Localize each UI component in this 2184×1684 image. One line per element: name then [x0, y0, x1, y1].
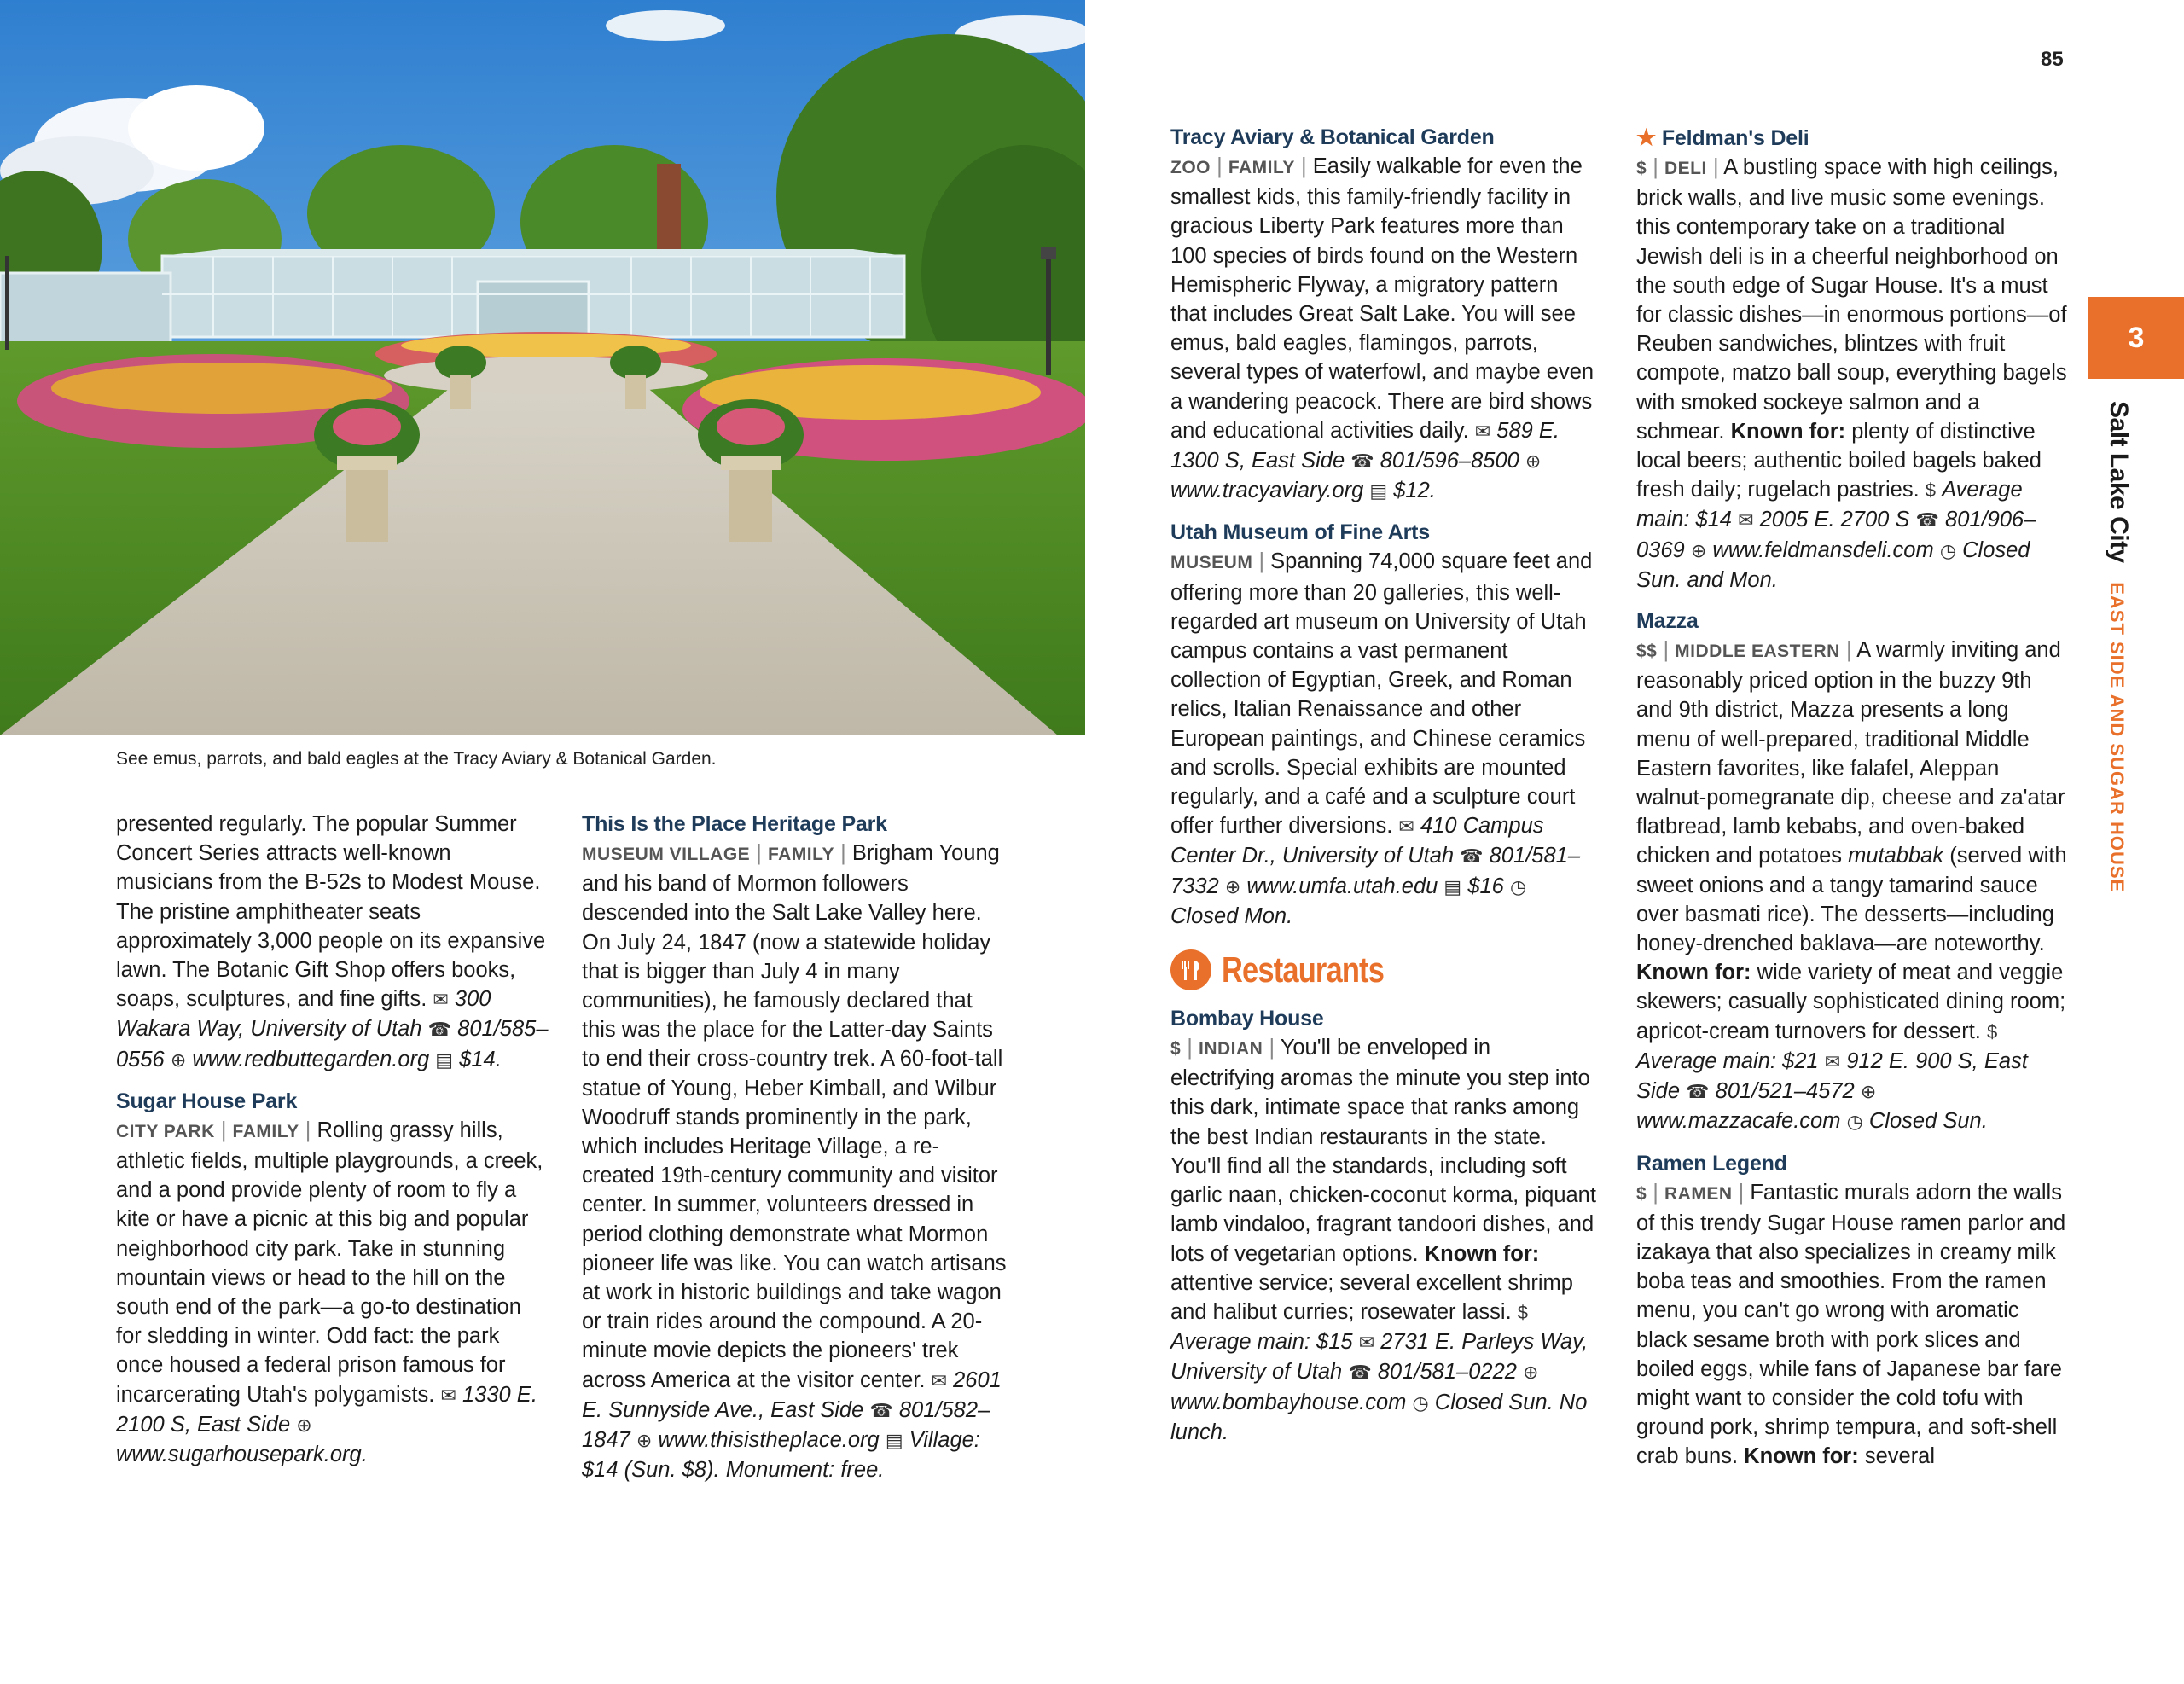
entry-body: Fantastic murals adorn the walls of this trendy Sugar House ramen parlor and izakaya that also specializes in creamy milk boba teas and smoothies. From the ramen menu, you can't go wrong with aromatic black sesame broth with pork slices and boiled eggs, while fans of Japanese bar fare might want to consider the cold tofu with ground pork, shrimp tempura, and soft-shell crab buns.: [1636, 1180, 2066, 1469]
phone: 801/596–8500: [1380, 449, 1519, 473]
price: $12.: [1393, 479, 1436, 503]
website[interactable]: www.feldmansdeli.com: [1712, 537, 1934, 562]
known-for: several: [1864, 1444, 1936, 1469]
address: 589 E. 1300 S, East Side: [1170, 418, 1560, 473]
address-icon: ✉: [433, 989, 449, 1011]
phone-icon: ☎: [1686, 1081, 1710, 1103]
address-icon: ✉: [1398, 816, 1414, 838]
entry-body: You'll be enveloped in electrifying aromas the minute you step into this dark, intimate space that ranks among the best Indian restaurants in the state. You'll find all the standards, including soft garlic naan, chicken-coconut korma, piquant lamb vindaloo, fragrant tandoori dishes, and lots of vegetarian options.: [1170, 1036, 1596, 1266]
known-for: plenty of distinctive local beers; authentic boiled bagels baked fresh daily; rugelach pastries.: [1636, 419, 2042, 502]
entry-body: Spanning 74,000 square feet and offering more than 20 galleries, this well-regarded art museum on University of Utah campus contains a vast permanent collection of Egyptian, Greek, and Roman relics, Italian Renaissance and other European paintings, and Chinese ceramics and scrolls. Special exhibits are mounted regularly, and a café and a sculpture court offer further diversions.: [1170, 549, 1593, 839]
web-icon: ⊕: [1525, 450, 1542, 473]
entry-title: Tracy Aviary & Botanical Garden: [1170, 125, 1495, 149]
known-for-label: Known for:: [1424, 1241, 1540, 1266]
bombay-house-entry: Bombay House $ | INDIAN | You'll be enveloped in electrifying aromas the minute you step into this dark, intimate space that ranks among the best Indian restaurants in the state. You'll find all the standards, including soft garlic naan, chicken-coconut korma, piquant lamb vindaloo, fragrant tandoori dishes, and lots of vegetarian options. Known for: attentive service; several excellent shrimp and halibut curries; rosewater lassi. $ Average main: $15 ✉ 2731 E. Parleys Way, University of Utah ☎ 801/581–0222 ⊕ www.bombayhouse.com ◷ Closed Sun. No lunch.: [1170, 1004, 1599, 1447]
category-tag: ZOO: [1170, 158, 1211, 177]
address-icon: ✉: [440, 1384, 456, 1406]
address: 2601 E. Sunnyside Ave., East Side: [582, 1368, 1002, 1422]
price-level: $: [1636, 1183, 1647, 1204]
entry-title: This Is the Place Heritage Park: [582, 812, 887, 836]
price: Village: $14 (Sun. $8). Monument: free.: [582, 1428, 980, 1483]
phone-icon: ☎: [869, 1399, 893, 1421]
chapter-running-head: [2104, 401, 2133, 892]
average-main: Average main: $15: [1170, 1330, 1353, 1355]
entry-title: Bombay House: [1170, 1007, 1324, 1031]
column-1: [116, 810, 551, 1481]
this-is-the-place-entry: This Is the Place Heritage Park MUSEUM VILLAGE | FAMILY | Brigham Young and his band of Mormon followers descended into the Salt Lake Valley here. On July 24, 1847 (now a statewide holiday that is bigger than July 4 in many communities), he famously declared that this was the place for the Latter-day Saints to end their cross-country trek. A 60-foot-tall statue of Young, Heber Kimball, and Wilbur Woodruff stands prominently in the park, which includes Heritage Village, a re-created 19th-century community and visitor center. In summer, volunteers dressed in period clothing demonstrate what Mormon pioneer life was like. You can watch artisans at work in historic buildings and take wagon or train rides around the compound. A 20-minute movie depicts the pioneers' trek across America at the visitor center. ✉ 2601 E. Sunnyside Ave., East Side ☎ 801/582–1847 ⊕ www.thisistheplace.org ▤ Village: $14 (Sun. $8). Monument: free.: [582, 810, 1007, 1484]
address: 912 E. 900 S, East Side: [1636, 1048, 2028, 1104]
address-icon: ✉: [1358, 1332, 1375, 1354]
category-tag: DELI: [1664, 159, 1707, 178]
phone: 801/582–1847: [582, 1397, 990, 1453]
phone: 801/581–0222: [1377, 1360, 1517, 1385]
hours: Closed Sun. No lunch.: [1170, 1390, 1588, 1444]
website[interactable]: www.mazzacafe.com: [1636, 1109, 1841, 1134]
section-title: Restaurants: [1222, 949, 1385, 990]
web-icon: ⊕: [1860, 1081, 1877, 1103]
hours: Closed Sun. and Mon.: [1636, 537, 2030, 592]
entry-title: Ramen Legend: [1636, 1151, 1787, 1176]
phone: 801/521–4572: [1715, 1079, 1855, 1104]
category-tag: RAMEN: [1664, 1183, 1733, 1204]
ticket-icon: ▤: [885, 1430, 903, 1452]
umfa-entry: Utah Museum of Fine Arts MUSEUM | Spanning 74,000 square feet and offering more than 20 galleries, this well-regarded art museum on University of Utah campus contains a vast permanent collection of Egyptian, Greek, and Roman relics, Italian Renaissance and other European paintings, and Chinese ceramics and scrolls. Special exhibits are mounted regularly, and a café and a sculpture court offer further diversions. ✉ 410 Campus Center Dr., University of Utah ☎ 801/581–7332 ⊕ www.umfa.utah.edu ▤ $16 ◷ Closed Mon.: [1170, 518, 1599, 931]
category-tag: FAMILY: [232, 1121, 299, 1141]
website[interactable]: www.thisistheplace.org: [658, 1428, 880, 1453]
sugar-house-park-entry: Sugar House Park CITY PARK | FAMILY | Rolling grassy hills, athletic fields, multiple playgrounds, a creek, and a pond provide plenty of room to fly a kite or have a picnic at this big and popular neighborhood city park. Take in stunning mountain views or head to the hill on the south end of the park—a go-to destination for sledding in winter. Odd fact: the park once housed a federal prison famous for incarcerating Utah's polygamists. ✉ 1330 E. 2100 S, East Side ⊕ www.sugarhousepark.org.: [116, 1087, 551, 1469]
ticket-icon: ▤: [435, 1048, 454, 1071]
address: 2731 E. Parleys Way, University of Utah: [1170, 1330, 1589, 1385]
dish-name: mutabbak: [1848, 844, 1944, 868]
ticket-icon: ▤: [1369, 480, 1388, 502]
known-for: wide variety of meat and veggie skewers; casually sophisticated dining room; apricot-cream turnovers for dessert.: [1636, 961, 2066, 1043]
known-for: attentive service; several excellent shrimp and halibut curries; rosewater lassi.: [1170, 1270, 1573, 1324]
website[interactable]: www.bombayhouse.com: [1170, 1390, 1407, 1414]
continued-text: presented regularly. The popular Summer Concert Series attracts well-known musicians from the B-52s to Modest Mouse. The pristine amphitheater seats approximately 3,000 people on its expansive lawn. The Botanic Gift Shop offers books, soaps, sculptures, and fine gifts.: [116, 812, 546, 1012]
address-icon: ✉: [1738, 509, 1754, 531]
entry-body: Easily walkable for even the smallest kids, this family-friendly facility in gracious Liberty Park features more than 100 species of birds found on the Western Hemispheric Flyway, a migratory pattern that includes Great Salt Lake. You will see emus, bald eagles, flamingos, parrots, several types of waterfowl, and maybe even a wandering peacock. There are bird shows and educational activities daily.: [1170, 154, 1594, 443]
entry-body: A warmly inviting and reasonably priced option in the buzzy 9th and 9th district, Mazza presents a long menu of well-prepared, traditional Middle Eastern favorites, like falafel, Aleppan walnut-pomegranate dip, cheese and za'atar flatbread, lamb kebabs, and oven-baked chicken and potatoes: [1636, 638, 2065, 868]
price: $16: [1467, 874, 1504, 898]
entry-title: Feldman's Deli: [1661, 126, 1809, 150]
price-icon: $: [1925, 479, 1937, 502]
price-icon: $: [1517, 1301, 1529, 1323]
entry-title: Sugar House Park: [116, 1089, 298, 1113]
entry-body: A bustling space with high ceilings, brick walls, and live music some evenings. this contemporary take on a traditional Jewish deli is in a cheerful neighborhood on the south edge of Sugar House. It's a must for classic dishes—in enormous portions—of Reuben sandwiches, blintzes with fruit compote, matzo ball soup, everything bagels with smoked sockeye salmon and a schmear.: [1636, 155, 2067, 444]
known-for-label: Known for:: [1744, 1444, 1859, 1469]
column-3: [1170, 123, 1599, 1459]
website[interactable]: www.tracyaviary.org: [1170, 479, 1364, 503]
mazza-entry: Mazza $$ | MIDDLE EASTERN | A warmly inviting and reasonably priced option in the buzzy 9th and 9th district, Mazza presents a long menu of well-prepared, traditional Middle Eastern favorites, like falafel, Aleppan walnut-pomegranate dip, cheese and za'atar flatbread, lamb kebabs, and oven-baked chicken and potatoes mutabbak (served with sweet onions and a tangy tamarind sauce over basmati rice). The desserts—including honey-drenched baklava—are noteworthy. Known for: wide variety of meat and veggie skewers; casually sophisticated dining room; apricot-cream turnovers for dessert. $ Average main: $21 ✉ 912 E. 900 S, East Side ☎ 801/521–4572 ⊕ www.mazzacafe.com ◷ Closed Sun.: [1636, 607, 2068, 1136]
address: 1330 E. 2100 S, East Side: [116, 1382, 537, 1437]
web-icon: ⊕: [296, 1414, 312, 1436]
category-tag: INDIAN: [1199, 1039, 1263, 1060]
entry-title: Mazza: [1636, 609, 1699, 634]
phone-icon: ☎: [1915, 509, 1939, 531]
star-icon: ★: [1636, 125, 1657, 150]
address-icon: ✉: [1824, 1050, 1841, 1072]
category-tag: CITY PARK: [116, 1121, 215, 1141]
phone-icon: ☎: [1348, 1362, 1372, 1384]
website[interactable]: www.umfa.utah.edu: [1246, 874, 1438, 898]
phone: 801/906–0369: [1636, 508, 2036, 562]
phone: 801/585–0556: [116, 1017, 549, 1071]
price-level: $: [1636, 159, 1647, 178]
column-2: [582, 810, 1007, 1496]
garden-photo: [0, 0, 1085, 735]
price-level: $: [1170, 1039, 1182, 1060]
hours: Closed Sun.: [1868, 1109, 1988, 1134]
category-tag: FAMILY: [1228, 158, 1295, 177]
address: 300 Wakara Way, University of Utah: [116, 987, 491, 1042]
web-icon: ⊕: [1224, 875, 1241, 897]
page-number: 85: [2041, 48, 2064, 71]
ticket-icon: ▤: [1443, 875, 1462, 897]
web-icon: ⊕: [170, 1048, 187, 1071]
fork-knife-icon: [1170, 949, 1211, 990]
average-main: Average main: $21: [1636, 1048, 1819, 1073]
address-icon: ✉: [931, 1369, 948, 1391]
entry-body: Rolling grassy hills, athletic fields, multiple playgrounds, a creek, and a pond provide plenty of room to fly a kite or have a picnic at this big and popular neighborhood city park. Take in stunning mountain views or head to the hill on the south end of the park—a go-to destination for sledding in winter. Odd fact: the park once housed a federal prison famous for incarcerating Utah's polygamists.: [116, 1118, 543, 1407]
phone: 801/581–7332: [1170, 844, 1581, 898]
photo-caption: See emus, parrots, and bald eagles at the Tracy Aviary & Botanical Garden.: [116, 749, 717, 769]
chapter-city: Salt Lake City: [2105, 401, 2133, 563]
address-icon: ✉: [1474, 420, 1491, 442]
web-icon: ⊕: [1690, 539, 1707, 561]
phone-icon: ☎: [427, 1019, 452, 1041]
website[interactable]: www.sugarhousepark.org.: [116, 1443, 368, 1467]
clock-icon: ◷: [1412, 1391, 1429, 1414]
clock-icon: ◷: [1846, 1111, 1863, 1133]
address: 410 Campus Center Dr., University of Utah: [1170, 814, 1544, 868]
feldmans-deli-entry: ★ Feldman's Deli $ | DELI | A bustling space with high ceilings, brick walls, and live music some evenings. this contemporary take on a traditional Jewish deli is in a cheerful neighborhood on the south edge of Sugar House. It's a must for classic dishes—in enormous portions—of Reuben sandwiches, blintzes with fruit compote, matzo ball soup, everything bagels with smoked sockeye salmon and a schmear. Known for: plenty of distinctive local beers; authentic boiled bagels baked fresh daily; rugelach pastries. $ Average main: $14 ✉ 2005 E. 2700 S ☎ 801/906–0369 ⊕ www.feldmansdeli.com ◷ Closed Sun. and Mon.: [1636, 125, 2067, 592]
hours: Closed Mon.: [1170, 903, 1293, 928]
chapter-area: EAST SIDE AND SUGAR HOUSE: [2106, 582, 2128, 893]
entry-title: Utah Museum of Fine Arts: [1170, 520, 1431, 545]
web-icon: ⊕: [1523, 1362, 1539, 1384]
entry-body: Brigham Young and his band of Mormon followers descended into the Salt Lake Valley here. On July 24, 1847 (now a statewide holiday that is bigger than July 4 in many communities), he famously declared that this was the place for the Latter-day Saints to end their cross-country trek. A 60-foot-tall statue of Young, Heber Kimball, and Wilbur Woodruff stands prominently in the park, which includes Heritage Village, a re-created 19th-century community and visitor center. In summer, volunteers dressed in period clothing demonstrate what Mormon pioneer life was like. You can watch artisans at work in historic buildings and take wagon or train rides around the compound. A 20-minute movie depicts the pioneers' trek across America at the visitor center.: [582, 841, 1007, 1392]
category-tag: FAMILY: [767, 845, 835, 864]
web-icon: ⊕: [636, 1430, 653, 1452]
average-main: Average main: $14: [1636, 478, 2023, 532]
ramen-legend-entry: Ramen Legend $ | RAMEN | Fantastic murals adorn the walls of this trendy Sugar House ramen parlor and izakaya that also specializes in creamy milk boba teas and smoothies. From the ramen menu, you can't go wrong with aromatic black sesame broth with pork slices and boiled eggs, while fans of Japanese bar fare might want to consider the cold tofu with ground pork, shrimp tempura, and soft-shell crab buns. Known for: several: [1636, 1149, 2068, 1472]
phone-icon: ☎: [1460, 845, 1484, 868]
phone-icon: ☎: [1350, 450, 1374, 473]
website[interactable]: www.redbuttegarden.org: [192, 1047, 430, 1071]
clock-icon: ◷: [1939, 539, 1957, 561]
restaurants-heading: [1170, 949, 1599, 990]
tracy-aviary-entry: Tracy Aviary & Botanical Garden ZOO | FAMILY | Easily walkable for even the smallest kids, this family-friendly facility in gracious Liberty Park features more than 100 species of birds found on the Western Hemispheric Flyway, a migratory pattern that includes Great Salt Lake. You will see emus, bald eagles, flamingos, parrots, several types of waterfowl, and maybe even a wandering peacock. There are bird shows and educational activities daily. ✉ 589 E. 1300 S, East Side ☎ 801/596–8500 ⊕ www.tracyaviary.org ▤ $12.: [1170, 123, 1599, 506]
address: 2005 E. 2700 S: [1759, 508, 1910, 532]
red-butte-continued: [116, 810, 551, 1075]
known-for-label: Known for:: [1636, 961, 1751, 985]
entry-body-end: (served with sweet onions and a tangy tamarind sauce over basmati rice). The desserts—including honey-drenched baklava—are noteworthy.: [1636, 844, 2067, 956]
conservatory-illustration: [0, 0, 1085, 735]
category-tag: MUSEUM VILLAGE: [582, 845, 751, 864]
chapter-tab: 3: [2088, 297, 2184, 379]
price-level: $$: [1636, 642, 1658, 662]
price-icon: $: [1987, 1020, 1998, 1042]
clock-icon: ◷: [1509, 875, 1527, 897]
column-4: [1636, 123, 2068, 1484]
category-tag: MIDDLE EASTERN: [1675, 642, 1840, 662]
known-for-label: Known for:: [1730, 419, 1846, 444]
price: $14.: [459, 1047, 502, 1071]
category-tag: MUSEUM: [1170, 553, 1253, 573]
